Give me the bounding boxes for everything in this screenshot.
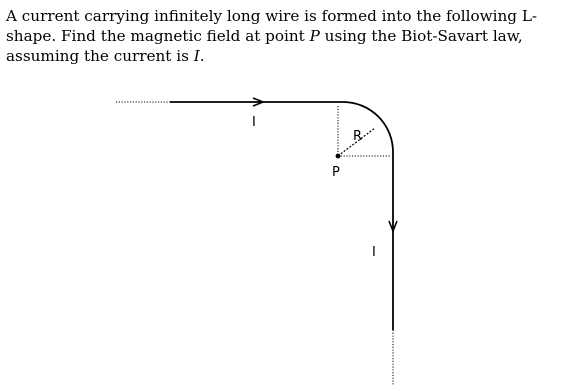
problem-text-part-1: A current carrying infinitely long wire is formed into the following L-shape. Find the magnetic field at point bbox=[6, 7, 538, 45]
point-label: P bbox=[332, 165, 340, 180]
radius-label: R bbox=[353, 129, 363, 144]
point-p-dot bbox=[336, 154, 341, 159]
current-label-right: I bbox=[372, 245, 376, 260]
current-symbol: I bbox=[193, 47, 200, 65]
quarter-circle-bend bbox=[343, 102, 393, 152]
problem-text-end: . bbox=[199, 47, 205, 65]
problem-text-part-2: using the Biot-Savart law, assuming the current is bbox=[6, 27, 523, 65]
current-label-top: I bbox=[252, 115, 256, 130]
point-symbol: P bbox=[309, 27, 320, 45]
